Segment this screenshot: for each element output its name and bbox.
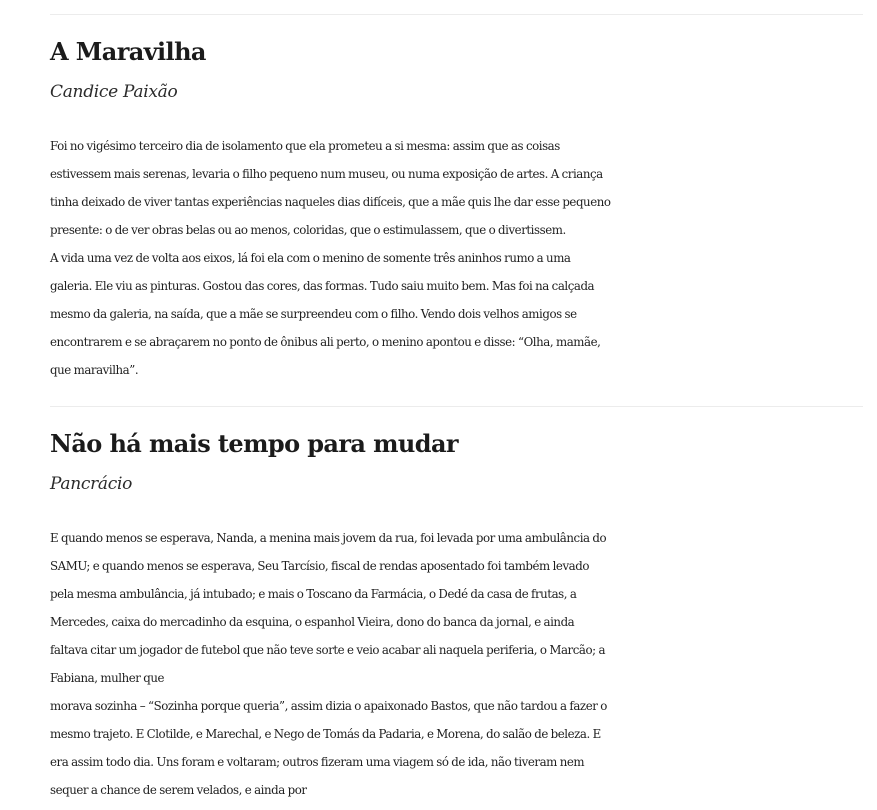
story-line: presente: o de ver obras belas ou ao menos, coloridas, que o estimulassem, que o divertissem. xyxy=(50,223,566,237)
story-line: Foi no vigésimo terceiro dia de isolamento que ela prometeu a si mesma: assim que as coisas xyxy=(50,139,560,153)
story-line: sequer a chance de serem velados, e ainda por xyxy=(50,783,307,797)
story-line: tinha deixado de viver tantas experiências naqueles dias difíceis, que a mãe quis lhe dar esse pequeno xyxy=(50,195,611,209)
divider xyxy=(50,14,863,15)
story-line: Mercedes, caixa do mercadinho da esquina, o espanhol Vieira, dono do banca da jornal, e ainda xyxy=(50,615,575,629)
story-author[interactable]: Candice Paixão xyxy=(50,82,178,102)
story-line: pela mesma ambulância, já intubado; e mais o Toscano da Farmácia, o Dedé da casa de frutas, a xyxy=(50,587,577,601)
story-title[interactable]: Não há mais tempo para mudar xyxy=(50,429,458,458)
story-line: mesmo da galeria, na saída, que a mãe se surpreendeu com o filho. Vendo dois velhos amigos se xyxy=(50,307,577,321)
story-line: A vida uma vez de volta aos eixos, lá foi ela com o menino de somente três aninhos rumo a uma xyxy=(50,251,571,265)
story-line: galeria. Ele viu as pinturas. Gostou das cores, das formas. Tudo saiu muito bem. Mas foi na calçada xyxy=(50,279,595,293)
story-author[interactable]: Pancrácio xyxy=(50,474,133,494)
story-line: encontrarem e se abraçarem no ponto de ônibus ali perto, o menino apontou e disse: “Olha, mamãe, xyxy=(50,335,601,349)
story-line: estivessem mais serenas, levaria o filho pequeno num museu, ou numa exposição de artes. A criança xyxy=(50,167,603,181)
divider xyxy=(50,406,863,407)
story-line: mesmo trajeto. E Clotilde, e Marechal, e Nego de Tomás da Padaria, e Morena, do salão de beleza. E xyxy=(50,727,601,741)
story-line: E quando menos se esperava, Nanda, a menina mais jovem da rua, foi levada por uma ambulância do xyxy=(50,531,607,545)
story-line: Fabiana, mulher que xyxy=(50,671,165,685)
story-title[interactable]: A Maravilha xyxy=(50,37,206,66)
story-line: SAMU; e quando menos se esperava, Seu Tarcísio, fiscal de rendas aposentado foi também levado xyxy=(50,559,590,573)
story-feed xyxy=(50,0,863,804)
story-body xyxy=(50,524,863,804)
story-body xyxy=(50,132,863,384)
story-line: era assim todo dia. Uns foram e voltaram; outros fizeram uma viagem só de ida, não tiveram nem xyxy=(50,755,585,769)
story-line: morava sozinha – “Sozinha porque queria”, assim dizia o apaixonado Bastos, que não tardou a fazer o xyxy=(50,699,607,713)
story-nao-ha-mais-tempo xyxy=(50,429,863,804)
story-a-maravilha xyxy=(50,37,863,407)
story-line: faltava citar um jogador de futebol que não teve sorte e veio acabar ali naquela periferia, o Marcão; a xyxy=(50,643,606,657)
story-line: que maravilha”. xyxy=(50,363,139,377)
